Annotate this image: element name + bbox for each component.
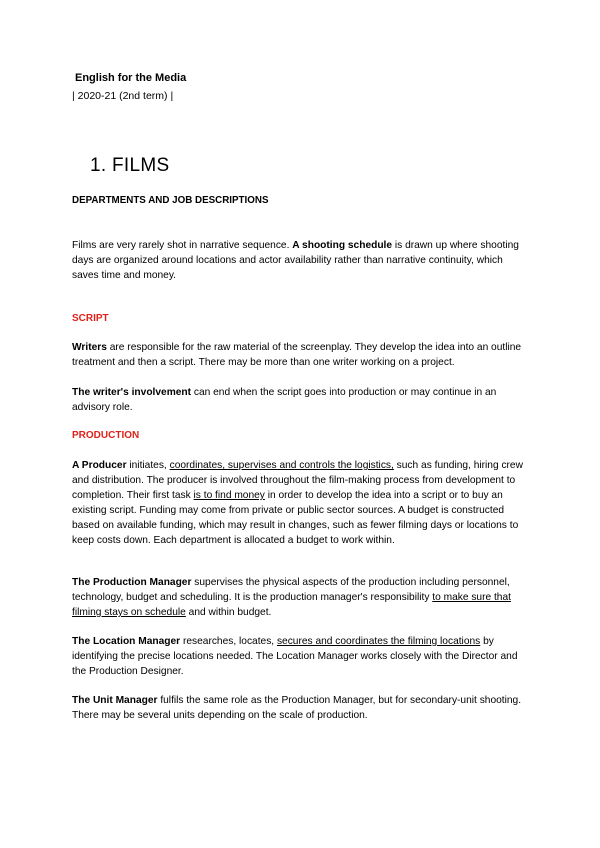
production-heading: PRODUCTION (72, 430, 140, 441)
intro-paragraph: Films are very rarely shot in narrative sequence. A shooting schedule is drawn up where shooting days are organized around locations and actor availability rather than narrative continuity, which saves time and money. (72, 240, 519, 281)
unit-manager-term: The Unit Manager (72, 695, 158, 706)
location-manager-paragraph: The Location Manager researches, locates, secures and coordinates the filming locations by identifying the precise locations needed. The Location Manager works closely with the Director and the Production Designer. (72, 636, 518, 677)
course-title: English for the Media (75, 72, 187, 84)
unit-manager-paragraph: The Unit Manager fulfils the same role as the Production Manager, but for secondary-unit shooting. There may be several units depending on the scale of production. (72, 695, 522, 721)
course-term: | 2020-21 (2nd term) | (72, 90, 174, 102)
writer-involvement-paragraph: The writer's involvement can end when the script goes into production or may continue in an advisory role. (72, 387, 497, 413)
production-manager-term: The Production Manager (72, 577, 192, 588)
production-manager-paragraph: The Production Manager supervises the physical aspects of the production including personnel, technology, budget and scheduling. It is the production manager's responsibility to make sure that filming stays on schedule and within budget. (72, 577, 511, 618)
writers-paragraph: Writers are responsible for the raw material of the screenplay. They develop the idea into an outline treatment and then a script. There may be more than one writer working on a project. (72, 342, 522, 368)
section-subheading: DEPARTMENTS AND JOB DESCRIPTIONS (72, 195, 269, 206)
location-manager-term: The Location Manager (72, 636, 181, 647)
producer-term: A Producer (72, 460, 127, 471)
writer-involvement-term: The writer's involvement (72, 387, 192, 398)
producer-paragraph: A Producer initiates, coordinates, supervises and controls the logistics, such as funding, hiring crew and distribution. The producer is involved throughout the film-making process from development to completion. Their first task is to find money in order to develop the idea into a script or to buy an existing script. Funding may come from private or public sector sources. A budget is constructed based on available funding, which may result in changes, such as fewer filming days or locations to keep costs down. Each department is allocated a budget to work within. (72, 460, 523, 546)
shooting-schedule-term: A shooting schedule (292, 240, 393, 251)
writers-term: Writers (72, 342, 107, 353)
page-heading: 1. FILMS (90, 155, 170, 176)
script-heading: SCRIPT (72, 313, 109, 324)
